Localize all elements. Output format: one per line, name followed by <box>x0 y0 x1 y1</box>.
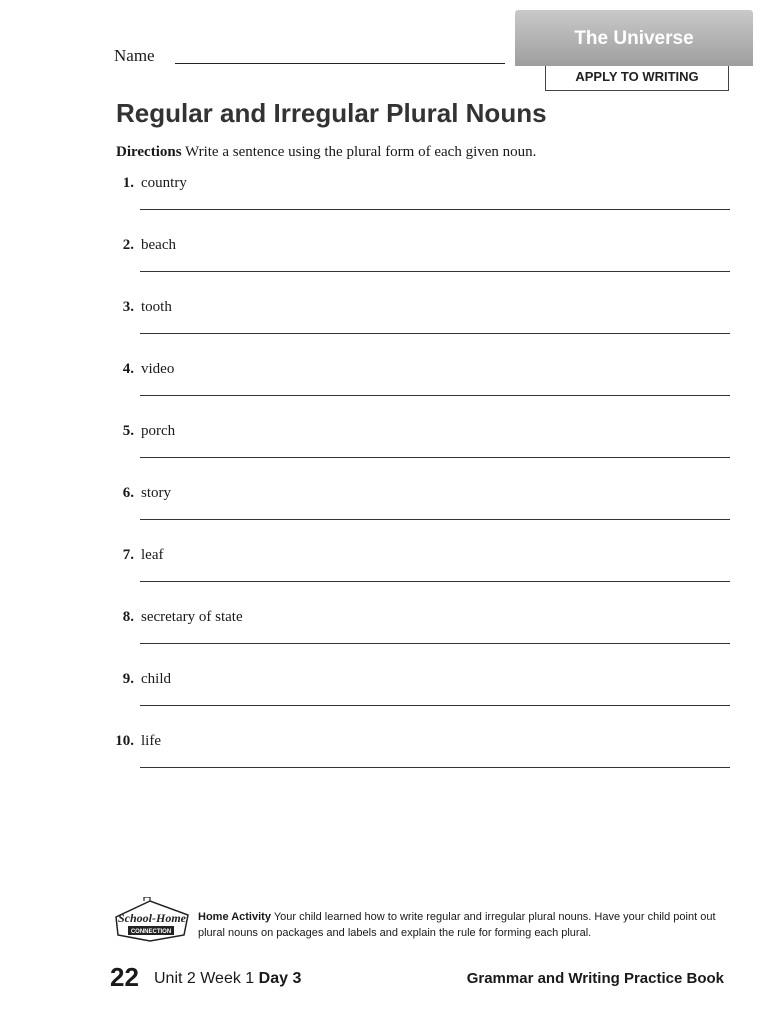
answer-line[interactable] <box>140 581 730 582</box>
item-word: country <box>141 175 187 191</box>
answer-line[interactable] <box>140 333 730 334</box>
exercise-item <box>112 299 732 359</box>
home-activity <box>198 909 728 941</box>
directions-text: Write a sentence using the plural form of each given noun. <box>185 144 537 160</box>
item-number: 1. <box>122 175 134 191</box>
answer-line[interactable] <box>140 457 730 458</box>
exercise-item <box>112 237 732 297</box>
name-line[interactable] <box>175 63 505 64</box>
banner-title: The Universe <box>574 28 694 49</box>
item-number: 5. <box>122 423 134 439</box>
exercise-item <box>112 671 732 731</box>
directions <box>116 144 536 161</box>
item-word: video <box>141 361 175 377</box>
answer-line[interactable] <box>140 271 730 272</box>
section-label: APPLY TO WRITING <box>545 66 729 91</box>
answer-line[interactable] <box>140 767 730 768</box>
answer-line[interactable] <box>140 209 730 210</box>
exercise-item <box>112 423 732 483</box>
home-activity-label: Home Activity <box>198 911 271 923</box>
unit-banner <box>515 10 753 66</box>
exercise-item <box>112 733 732 793</box>
answer-line[interactable] <box>140 519 730 520</box>
svg-text:School-Home: School-Home <box>118 911 186 925</box>
answer-line[interactable] <box>140 643 730 644</box>
item-word: child <box>141 671 171 687</box>
item-word: porch <box>141 423 176 439</box>
directions-label: Directions <box>116 144 182 160</box>
home-activity-text: Your child learned how to write regular and irregular plural nouns. Have your child point out plural nouns on packages and labels and explain the rule for forming each plural. <box>198 911 716 939</box>
exercise-item <box>112 485 732 545</box>
svg-text:CONNECTION: CONNECTION <box>130 929 172 935</box>
page-title: Regular and Irregular Plural Nouns <box>116 98 547 128</box>
item-word: story <box>141 485 171 501</box>
item-number: 6. <box>122 485 134 501</box>
exercise-item <box>112 609 732 669</box>
item-word: secretary of state <box>141 609 243 625</box>
book-title: Grammar and Writing Practice Book <box>466 970 724 987</box>
item-number: 9. <box>122 671 134 687</box>
unit-week-day <box>154 970 301 988</box>
page-number: 22 <box>110 962 139 992</box>
exercise-item <box>112 175 732 235</box>
exercise-item <box>112 361 732 421</box>
answer-line[interactable] <box>140 705 730 706</box>
item-number: 8. <box>122 609 134 625</box>
item-word: beach <box>141 237 176 253</box>
item-word: leaf <box>141 547 164 563</box>
item-number: 2. <box>122 237 134 253</box>
item-word: life <box>141 733 161 749</box>
item-number: 7. <box>122 547 134 563</box>
item-word: tooth <box>141 299 172 315</box>
day-label: Day 3 <box>258 970 302 987</box>
item-number: 4. <box>122 361 134 377</box>
name-label: Name <box>114 46 155 65</box>
item-number: 10. <box>115 733 134 749</box>
answer-line[interactable] <box>140 395 730 396</box>
unit-week: Unit 2 Week 1 <box>154 970 255 987</box>
item-number: 3. <box>122 299 134 315</box>
school-home-logo <box>110 897 194 943</box>
exercise-item <box>112 547 732 607</box>
